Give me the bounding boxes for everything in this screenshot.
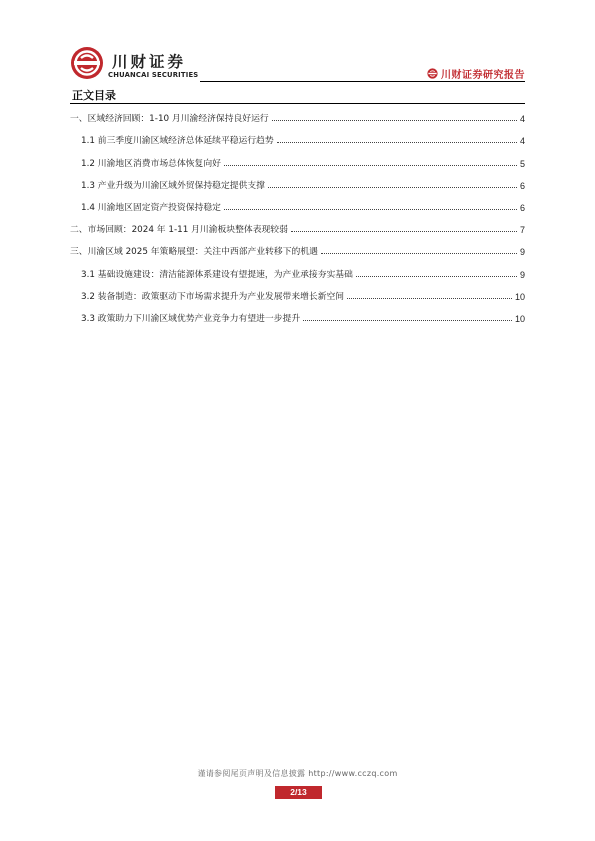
- toc-entry-page[interactable]: 10: [514, 313, 525, 324]
- toc-leader-dots: [224, 209, 517, 210]
- toc-entry-page[interactable]: 10: [514, 291, 525, 302]
- toc-entry-label[interactable]: 3.3 政策助力下川渝区域优势产业竞争力有望进一步提升: [81, 313, 301, 324]
- toc-entry-page[interactable]: 5: [519, 158, 525, 169]
- toc-entry[interactable]: [70, 304, 525, 326]
- toc-entry[interactable]: [70, 193, 525, 215]
- chuancai-small-logo-icon: [427, 68, 438, 79]
- toc-entry[interactable]: [70, 148, 525, 170]
- toc-entry-page[interactable]: 4: [519, 136, 525, 147]
- toc-entry-label[interactable]: 1.4 川渝地区固定资产投资保持稳定: [81, 202, 221, 213]
- header-divider: [200, 81, 525, 82]
- toc-leader-dots: [347, 298, 512, 299]
- toc-entry-label[interactable]: 3.1 基础设施建设：清洁能源体系建设有望提速，为产业承接夯实基础: [81, 269, 353, 280]
- toc-entry-page[interactable]: 7: [519, 225, 525, 236]
- toc-entry-label[interactable]: 1.3 产业升级为川渝区域外贸保持稳定提供支撑: [81, 180, 265, 191]
- toc-entry-page[interactable]: 9: [519, 247, 525, 258]
- toc-entry[interactable]: [70, 104, 525, 126]
- toc-entry[interactable]: [70, 171, 525, 193]
- report-tag: [427, 66, 525, 81]
- toc-entry[interactable]: [70, 259, 525, 281]
- toc-entry-page[interactable]: 4: [519, 114, 525, 125]
- toc-title: 正文目录: [72, 89, 116, 102]
- toc-entry-page[interactable]: 9: [519, 269, 525, 280]
- toc-entry-label[interactable]: 3.2 装备制造：政策驱动下市场需求提升为产业发展带来增长新空间: [81, 291, 345, 302]
- report-tag-label: 川财证券研究报告: [441, 70, 525, 81]
- chuancai-logo-icon: [70, 46, 104, 80]
- toc-entry[interactable]: [70, 282, 525, 304]
- toc-entry-label[interactable]: 1.1 前三季度川渝区域经济总体延续平稳运行趋势: [81, 136, 274, 147]
- toc-leader-dots: [272, 120, 517, 121]
- toc-entry-label[interactable]: 二、市场回顾：2024 年 1-11 月川渝板块整体表现较弱: [70, 225, 288, 236]
- toc-entry-label[interactable]: 一、区域经济回顾：1-10 月川渝经济保持良好运行: [70, 114, 269, 125]
- brand-name-cn: 川财证券: [112, 53, 187, 71]
- toc-leader-dots: [321, 253, 517, 254]
- toc-leader-dots: [268, 187, 517, 188]
- page-number: 2/13: [275, 786, 322, 799]
- toc-leader-dots: [277, 142, 517, 143]
- toc-entry-page[interactable]: 6: [519, 180, 525, 191]
- toc-entry[interactable]: [70, 126, 525, 148]
- toc-entry-label[interactable]: 三、川渝区域 2025 年策略展望：关注中西部产业转移下的机遇: [70, 247, 318, 258]
- toc-entry-label[interactable]: 1.2 川渝地区消费市场总体恢复向好: [81, 158, 221, 169]
- toc-leader-dots: [356, 276, 517, 277]
- toc-entry-page[interactable]: 6: [519, 202, 525, 213]
- toc-leader-dots: [291, 231, 517, 232]
- toc-leader-dots: [303, 320, 512, 321]
- toc-leader-dots: [224, 165, 517, 166]
- table-of-contents: [70, 104, 525, 326]
- toc-entry[interactable]: [70, 237, 525, 259]
- toc-entry[interactable]: [70, 215, 525, 237]
- footer-disclaimer: 谨请参阅尾页声明及信息披露 http://www.cczq.com: [197, 769, 398, 778]
- brand-name-en: CHUANCAI SECURITIES: [108, 71, 199, 79]
